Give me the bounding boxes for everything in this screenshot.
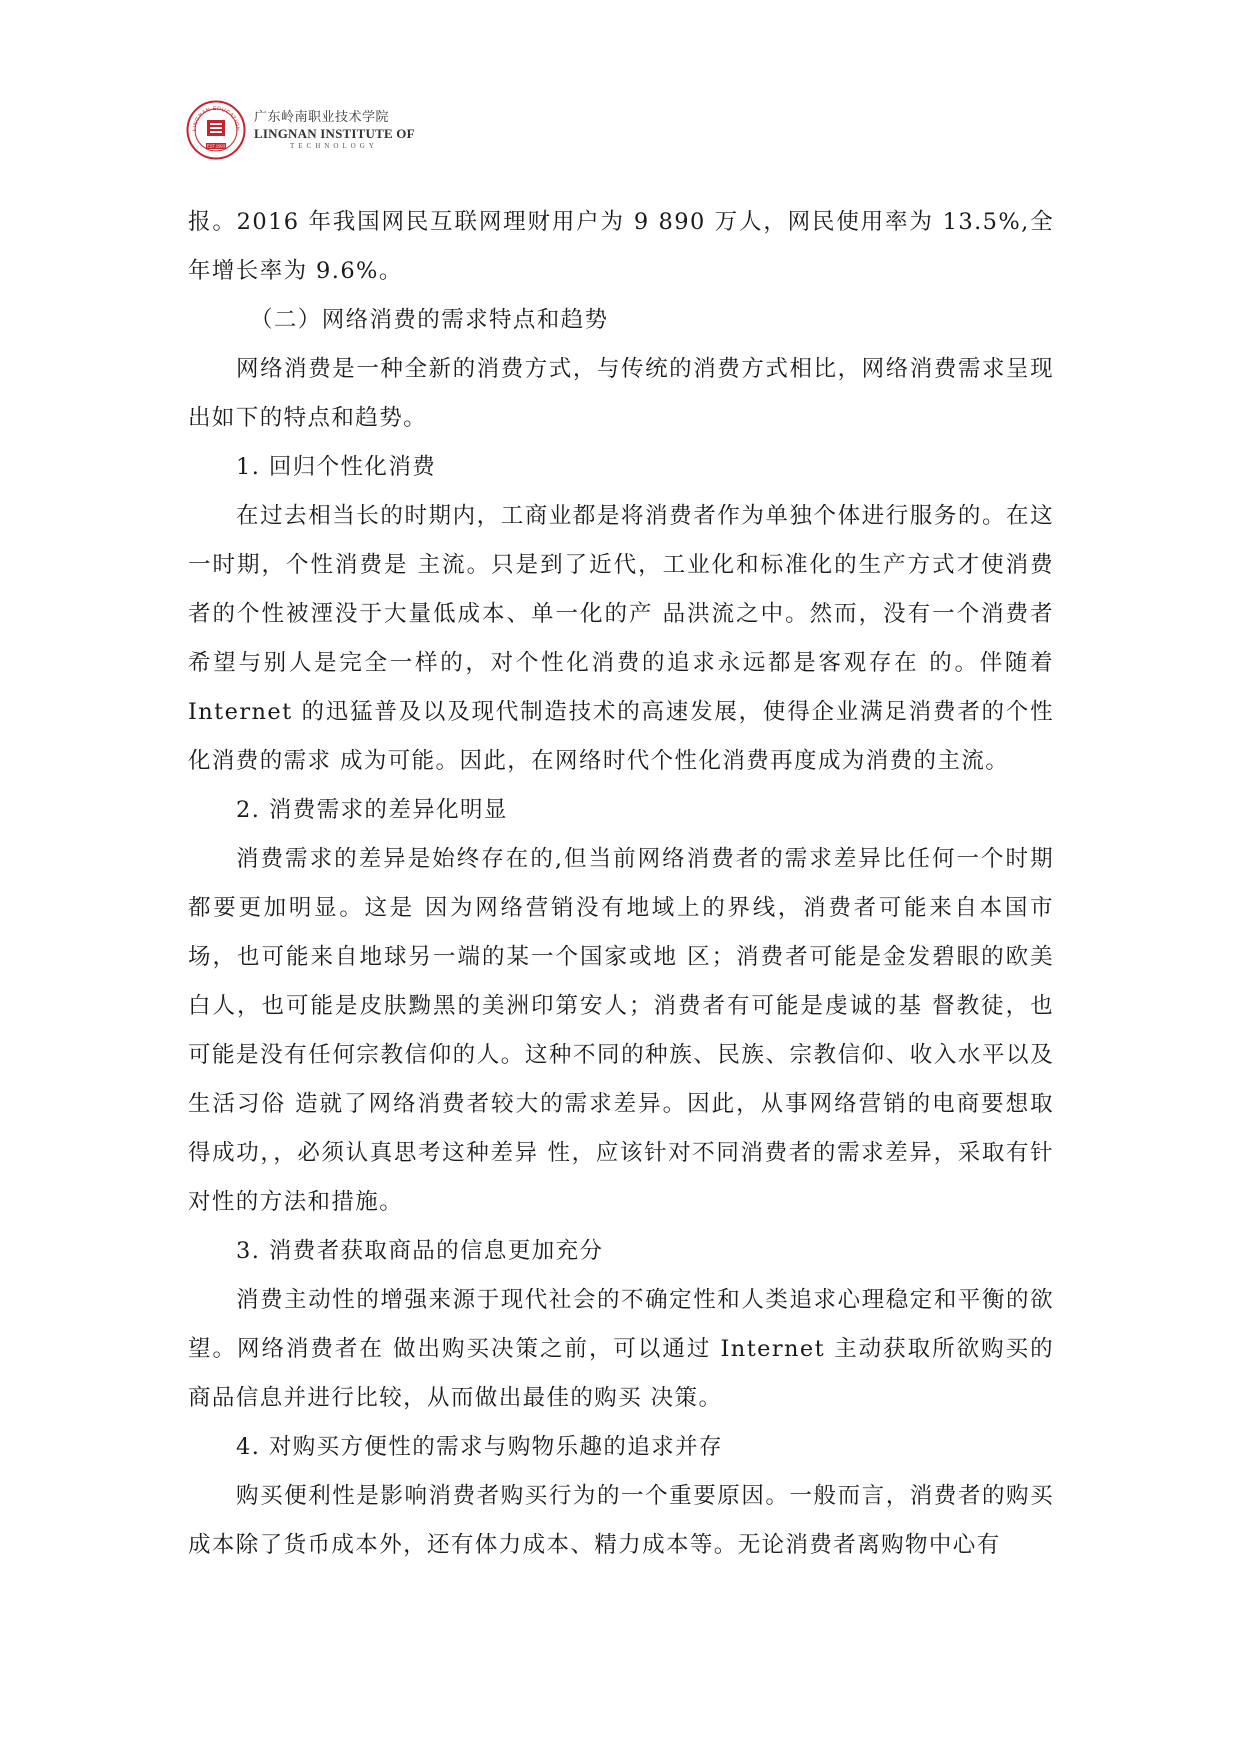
institution-header bbox=[186, 98, 415, 162]
section-heading: （二）网络消费的需求特点和趋势 bbox=[250, 307, 609, 333]
paragraph: 在过去相当长的时期内，工商业都是将消费者作为单独个体进行服务的。在这一时期，个性消费是 主流。只是到了近代，工业化和标准化的生产方式才使消费者的个性被湮没于大量低成本、单一化的产 品洪流之中。然而，没有一个消费者希望与别人是完全一样的，对个性化消费的追求永远都是客观存在 的。伴随着 Internet 的迅猛普及以及现代制造技术的高速发展，使得企业满足消费者的个性化消费的需求 成为可能。因此，在网络时代个性化消费再度成为消费的主流。 bbox=[188, 503, 1054, 774]
svg-text:LINGNAN EDUCATION: LINGNAN EDUCATION bbox=[191, 105, 241, 132]
subheading: 4. 对购买方便性的需求与购物乐趣的追求并存 bbox=[236, 1434, 723, 1460]
subheading: 2. 消费需求的差异化明显 bbox=[236, 797, 508, 823]
subheading: 1. 回归个性化消费 bbox=[236, 454, 437, 480]
institution-name-en-line2: TECHNOLOGY bbox=[290, 141, 378, 150]
institution-name-cn: 广东岭南职业技术学院 bbox=[254, 109, 390, 125]
paragraph-continued: 报。2016 年我国网民互联网理财用户为 9 890 万人，网民使用率为 13.5%,全 年增长率为 9.6%。 bbox=[188, 209, 1054, 284]
institution-name-en-line1: LINGNAN INSTITUTE OF bbox=[254, 125, 415, 141]
institution-name-block bbox=[254, 111, 415, 150]
subheading: 3. 消费者获取商品的信息更加充分 bbox=[236, 1238, 604, 1264]
institution-seal-logo bbox=[186, 100, 246, 160]
svg-text:EST.1993: EST.1993 bbox=[206, 143, 226, 149]
paragraph: 消费主动性的增强来源于现代社会的不确定性和人类追求心理稳定和平衡的欲望。网络消费者在 做出购买决策之前，可以通过 Internet 主动获取所欲购买的商品信息并进行比较，从而做出最佳的购买 决策。 bbox=[188, 1287, 1054, 1411]
document-body bbox=[188, 198, 1054, 1570]
paragraph: 购买便利性是影响消费者购买行为的一个重要原因。一般而言，消费者的购买成本除了货币成本外，还有体力成本、精力成本等。无论消费者离购物中心有 bbox=[188, 1483, 1054, 1558]
paragraph: 消费需求的差异是始终存在的,但当前网络消费者的需求差异比任何一个时期都要更加明显。这是 因为网络营销没有地域上的界线，消费者可能来自本国市场，也可能来自地球另一端的某一个国家或地 区；消费者可能是金发碧眼的欧美白人，也可能是皮肤黝黑的美洲印第安人；消费者有可能是虔诚的基 督教徒，也可能是没有任何宗教信仰的人。这种不同的种族、民族、宗教信仰、收入水平以及生活习俗 造就了网络消费者较大的需求差异。因此，从事网络营销的电商要想取得成功，，必须认真思考这种差异 性，应该针对不同消费者的需求差异，采取有针对性的方法和措施。 bbox=[188, 846, 1054, 1215]
paragraph: 网络消费是一种全新的消费方式，与传统的消费方式相比，网络消费需求呈现出如下的特点和趋势。 bbox=[188, 356, 1054, 431]
